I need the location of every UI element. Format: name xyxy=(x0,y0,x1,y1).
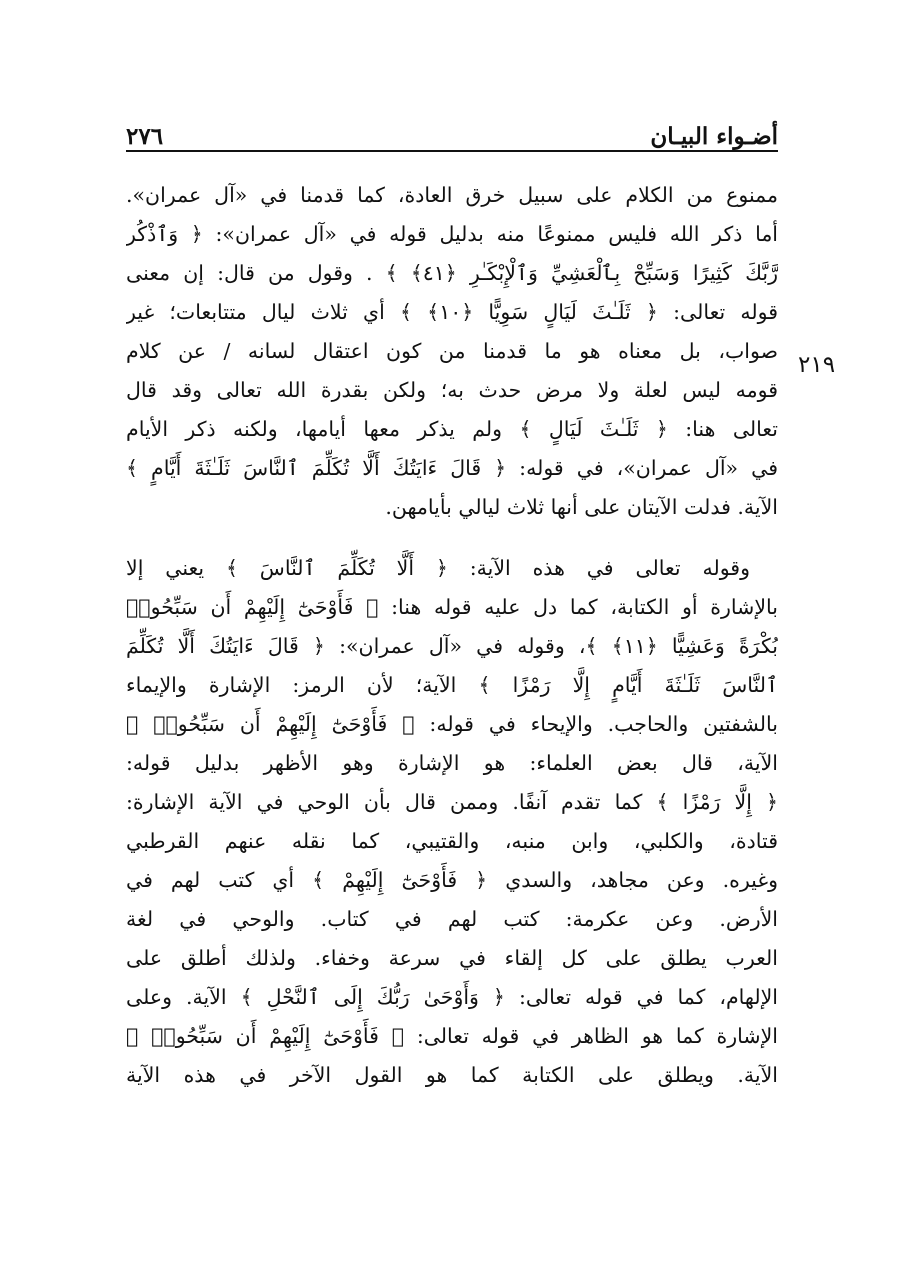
text-line: قتادة، والكلبي، وابن منبه، والقتيبي، كما نقله عنهم القرطبي xyxy=(126,829,778,853)
text-line: الإلهام، كما في قوله تعالى: ﴿ وَأَوْحَىٰ رَبُّكَ إِلَى ٱلنَّحْلِ ﴾ الآية. وعلى xyxy=(126,985,778,1009)
page-body xyxy=(126,176,778,1095)
text-line: الأرض. وعن عكرمة: كتب لهم في كتاب. والوحي في لغة xyxy=(126,907,778,931)
text-line: رَّبَّكَ كَثِيرًا وَسَبِّحْ بِٱلْعَشِيِّ وَٱلْإِبْكَـٰرِ ﴿٤١﴾ ﴾ . وقول من قال: إن معنى xyxy=(126,261,778,285)
paragraph xyxy=(126,549,778,1095)
text-line: الآية، قال بعض العلماء: هو الإشارة وهو الأظهر بدليل قوله: xyxy=(126,751,778,775)
text-line: الإشارة كما هو الظاهر في قوله تعالى: ﴿ فَأَوْحَىٰٓ إِلَيْهِمْ أَن سَبِّحُوا۟ ﴾ xyxy=(126,1024,778,1048)
text-line: الآية. فدلت الآيتان على أنها ثلاث ليالي بأيامهن. xyxy=(385,495,778,519)
text-line: أما ذكر الله فليس ممنوعًا منه بدليل قوله في «آل عمران»: ﴿ وَٱذْكُر xyxy=(126,222,778,246)
text-line: وقوله تعالى في هذه الآية: ﴿ أَلَّا تُكَلِّمَ ٱلنَّاسَ ﴾ يعني إلا xyxy=(126,556,750,580)
text-line: ٱلنَّاسَ ثَلَـٰثَةَ أَيَّامٍ إِلَّا رَمْزًا ﴾ الآية؛ لأن الرمز: الإشارة والإيماء xyxy=(126,673,778,697)
text-line: في «آل عمران»، في قوله: ﴿ قَالَ ءَايَتُكَ أَلَّا تُكَلِّمَ ٱلنَّاسَ ثَلَـٰثَةَ أَيَّامٍ ﴾ xyxy=(126,456,778,480)
paragraph xyxy=(126,176,778,527)
page-header xyxy=(126,112,778,150)
text-line: ممنوع من الكلام على سبيل خرق العادة، كما قدمنا في «آل عمران». xyxy=(126,183,778,207)
margin-page-reference: ٢١٩ xyxy=(798,352,836,378)
book-title: أضـواء البيـان xyxy=(650,123,778,150)
page-number: ٢٧٦ xyxy=(126,123,164,150)
text-line: ﴿ إِلَّا رَمْزًا ﴾ كما تقدم آنفًا. وممن قال بأن الوحي في الآية الإشارة: xyxy=(126,790,778,814)
text-line: العرب يطلق على كل إلقاء في سرعة وخفاء. ولذلك أطلق على xyxy=(126,946,778,970)
text-line: بُكْرَةً وَعَشِيًّا ﴿١١﴾ ﴾، وقوله في «آل عمران»: ﴿ قَالَ ءَايَتُكَ أَلَّا تُكَلِّمَ xyxy=(126,634,778,658)
text-line: وغيره. وعن مجاهد، والسدي ﴿ فَأَوْحَىٰٓ إِلَيْهِمْ ﴾ أي كتب لهم في xyxy=(126,868,778,892)
text-line: قومه ليس لعلة ولا مرض حدث به؛ ولكن بقدرة الله تعالى وقد قال xyxy=(126,378,778,402)
text-line: بالإشارة أو الكتابة، كما دل عليه قوله هنا: ﴿ فَأَوْحَىٰٓ إِلَيْهِمْ أَن سَبِّحُوا۟ xyxy=(126,595,778,619)
text-line: بالشفتين والحاجب. والإيحاء في قوله: ﴿ فَأَوْحَىٰٓ إِلَيْهِمْ أَن سَبِّحُوا۟ ﴾ xyxy=(126,712,778,736)
header-rule xyxy=(126,150,778,152)
text-line: الآية. ويطلق على الكتابة كما هو القول الآخر في هذه الآية xyxy=(126,1063,778,1087)
text-line: صواب، بل معناه هو ما قدمنا من كون اعتقال لسانه / عن كلام xyxy=(126,339,778,363)
text-line: تعالى هنا: ﴿ ثَلَـٰثَ لَيَالٍ ﴾ ولم يذكر معها أيامها، ولكنه ذكر الأيام xyxy=(126,417,778,441)
text-line: قوله تعالى: ﴿ ثَلَـٰثَ لَيَالٍ سَوِيًّا ﴿١٠﴾ ﴾ أي ثلاث ليال متتابعات؛ غير xyxy=(126,300,778,324)
